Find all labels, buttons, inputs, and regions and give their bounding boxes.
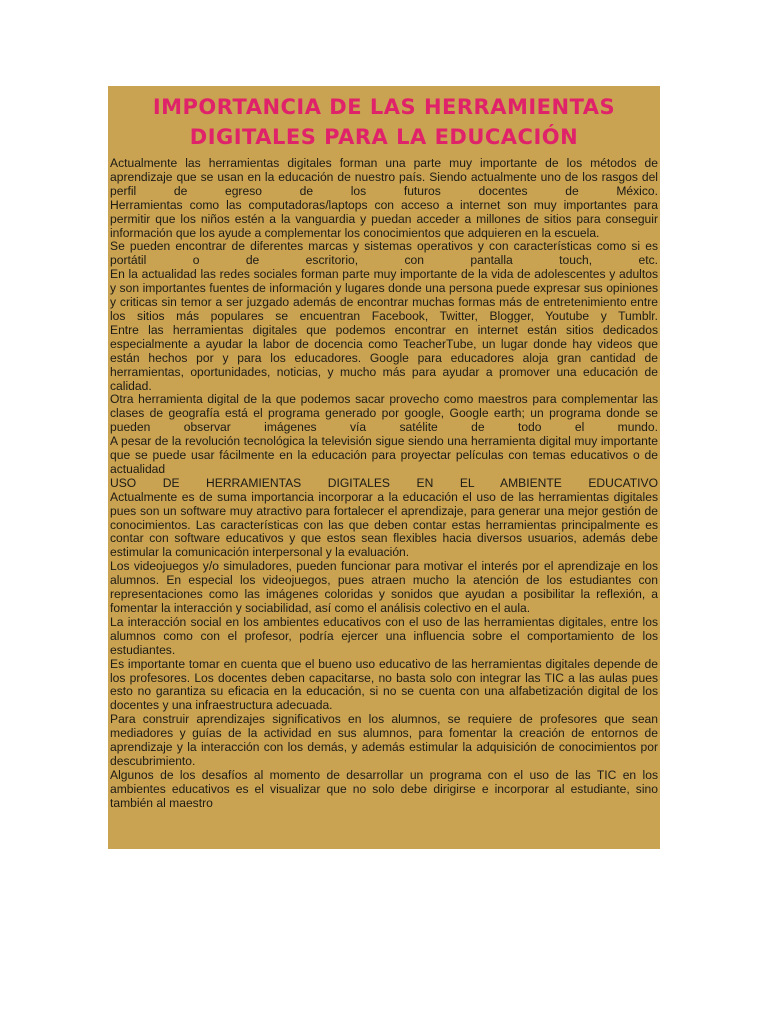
paragraph-teachers: Es importante tomar en cuenta que el bueno uso educativo de las herramientas digitales depende de los profesores. Los docentes deben capacitarse, no basta solo con integrar las TIC a las aulas pues esto no garantiza su eficacia en la educación, si no se cuenta con una alfabetización digital de los docentes y una infraestructura adecuada. xyxy=(110,656,658,713)
section-heading-educational-use: USO DE HERRAMIENTAS DIGITALES EN EL AMBIENTE EDUCATIVO xyxy=(110,475,658,490)
paragraph-social-networks: En la actualidad las redes sociales forman parte muy importante de la vida de adolescentes y adultos y son importantes fuentes de información y lugares donde una persona puede expresar sus opiniones y criticas sin temor a ser juzgado además de encontrar muchas formas más de entretenimiento entre los sitios más populares se encuentran Facebook, Twitter, Blogger, Youtube y Tumblr. xyxy=(110,267,658,323)
paragraph-intro: Actualmente las herramientas digitales forman una parte muy importante de los métodos de aprendizaje que se usan en la educación de nuestro país. Siendo actualmente uno de los rasgos del perfil de egreso de los futuros docentes de México. xyxy=(110,156,658,198)
paragraph-challenges: Algunos de los desafíos al momento de desarrollar un programa con el uso de las TIC en los ambientes educativos es el visualizar que no solo debe dirigirse e incorporar al estudiante, sino también al maestro xyxy=(110,767,658,810)
paragraph-social-interaction: La interacción social en los ambientes educativos con el uso de las herramientas digitales, entre los alumnos como con el profesor, podría ejercer una influencia sobre el comportamiento de los estudiantes. xyxy=(110,614,658,657)
paragraph-google-earth: Otra herramienta digital de la que podemos sacar provecho como maestros para complementar las clases de geografía está el programa generado por google, Google earth; un programa donde se pueden observar imágenes vía satélite de todo el mundo. xyxy=(110,392,658,435)
paragraph-teaching-sites: Entre las herramientas digitales que podemos encontrar en internet están sitios dedicados especialmente a ayudar la labor de docencia como TeacherTube, un lugar donde hay videos que están hechos por y para los educadores. Google para educadores aloja gran cantidad de herramientas, oportunidades, noticias, y mucho más para ayudar a promover una educación de calidad. xyxy=(110,322,658,393)
paragraph-brands: Se pueden encontrar de diferentes marcas y sistemas operativos y con características como si es portátil o de escritorio, con pantalla touch, etc. xyxy=(110,239,658,268)
document-title: IMPORTANCIA DE LAS HERRAMIENTAS DIGITALES PARA LA EDUCACIÓN xyxy=(152,95,616,149)
document-page xyxy=(108,86,660,849)
document-body xyxy=(110,157,658,811)
paragraph-television: A pesar de la revolución tecnológica la televisión sigue siendo una herramienta digital muy importante que se puede usar fácilmente en la educación para proyectar películas con temas educativos o de actualidad xyxy=(110,434,658,476)
paragraph-importance: Actualmente es de suma importancia incorporar a la educación el uso de las herramientas digitales pues son un software muy atractivo para fortalecer el aprendizaje, para generar una mejor gestión de conocimientos. Las características con las que deben contar estas herramientas principalmente es contar con software educativos y que estos sean flexibles hacia diversos usuarios, además debe estimular la comunicación interpersonal y la evaluación. xyxy=(110,489,658,560)
paragraph-videogames: Los videojuegos y/o simuladores, pueden funcionar para motivar el interés por el aprendizaje en los alumnos. En especial los videojuegos, pues atraen mucho la atención de los estudiantes con representaciones como las imágenes coloridas y sonidos que ayudan a posibilitar la reflexión, a fomentar la interacción y sociabilidad, así como el análisis colectivo en el aula. xyxy=(110,559,658,615)
paragraph-computers: Herramientas como las computadoras/laptops con acceso a internet son muy importantes para permitir que los niños estén a la vanguardia y puedan acceder a millones de sitios para conseguir información que los ayude a complementar los conocimientos que adquieren en la escuela. xyxy=(110,197,658,240)
paragraph-meaningful-learning: Para construir aprendizajes significativos en los alumnos, se requiere de profesores que sean mediadores y guías de la actividad en sus alumnos, para fomentar la creación de entornos de aprendizaje y la interacción con los demás, y además estimular la adquisición de conocimientos por descubrimiento. xyxy=(110,712,658,768)
